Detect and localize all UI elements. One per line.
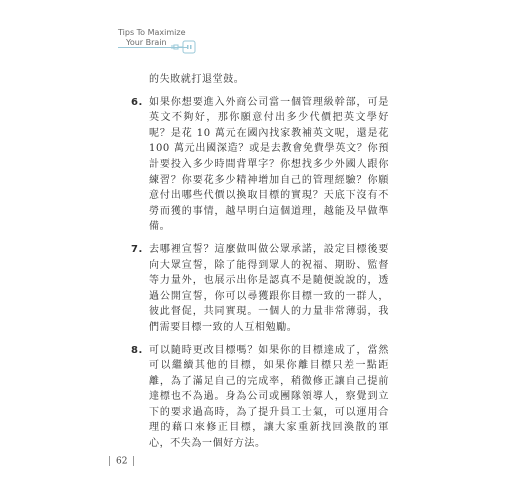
power-plug-icon — [170, 39, 198, 55]
page-body — [131, 72, 389, 459]
list-item-8 — [131, 343, 389, 452]
list-number: 6. — [131, 96, 143, 108]
page-number-divider-left — [109, 456, 110, 466]
list-number: 8. — [131, 344, 143, 356]
continuation-text: 的失敗就打退堂鼓。 — [149, 74, 245, 85]
page-number-divider-right — [133, 456, 134, 466]
list-number: 7. — [131, 243, 143, 255]
page-number — [103, 456, 140, 467]
list-text: 如果你想要進入外商公司當一個管理級幹部，可是英文不夠好，那你願意付出多少代價把英文學好呢？是花 10 萬元在國內找家教補英文呢，還是花 100 萬元出國深造？或是去教會免費學英文？你預計要投入多少時間背單字？你想找多少外國人跟你練習？你要花多少精神增加自己的管理經驗？你願意付出哪些代價以換取目標的實現？天底下沒有不勞而獲的事情，越早明白這個道理，越能及早做準備。 — [149, 96, 389, 233]
list-text: 去哪裡宣誓？這麼做叫做公眾承諾，設定目標後要向大眾宣誓，除了能得到眾人的祝福、期盼、監督等力量外，也展示出你是認真不是隨便說說的，透過公開宣誓，你可以尋獲跟你目標一致的一群人，彼此督促，共同實現。一個人的力量非常薄弱，我們需要目標一致的人互相勉勵。 — [149, 243, 389, 333]
page-number-value: 62 — [116, 456, 128, 467]
list-text: 可以隨時更改目標嗎？如果你的目標達成了，當然可以繼續其他的目標，如果你離目標只差一點距離，為了滿足自己的完成率，稍微修正讓自己提前達標也不為過。身為公司或團隊領導人，察覺到立下的要求過高時，為了提升員工士氣，可以運用合理的藉口來修正目標，讓大家重新找回渙散的軍心，不失為一個好方法。 — [149, 344, 389, 450]
header-title-line2: Your Brain — [126, 38, 167, 47]
list-item-7 — [131, 242, 389, 336]
header-title-line1: Tips To Maximize — [118, 28, 186, 37]
list-item-6 — [131, 95, 389, 235]
